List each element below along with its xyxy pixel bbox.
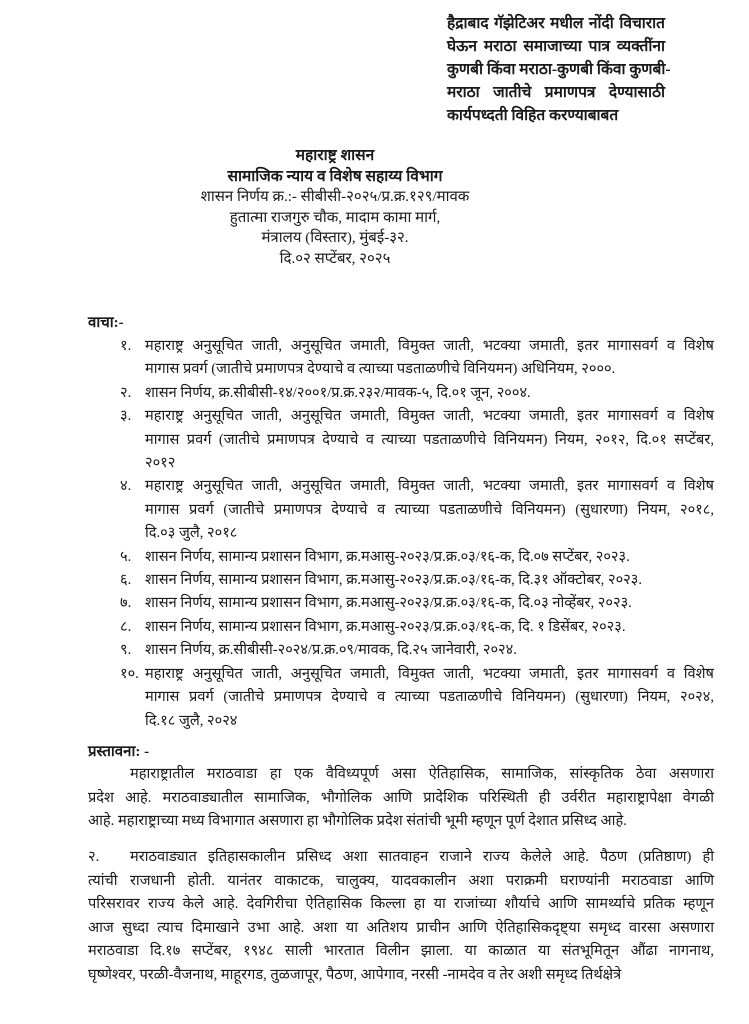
text-line: शासन निर्णय, सामान्य प्रशासन विभाग, क्र.मआसु-२०२३/प्र.क्र.०३/१६-क, दि.३१ ऑक्टोबर, २०२३. <box>145 572 642 589</box>
text-line: दि.०३ जुलै, २०१८ <box>145 525 238 542</box>
text-line: घेऊन मराठा समाजाच्या पात्र व्यक्तींना <box>447 38 665 55</box>
text-line: घृष्णेश्वर, परळी-वैजनाथ, माहूरगड, तुळजापूर, पैठण, आपेगाव, नरसी -नामदेव व तेर अशी समृध्द तिर्थक्षेत्रे <box>88 966 622 983</box>
address-line-2: मंत्रालय (विस्तार), मुंबई-३२. <box>261 230 409 246</box>
department-name: सामाजिक न्याय व विशेष सहाय्य विभाग <box>227 167 443 185</box>
reference-item <box>120 405 714 475</box>
document-date: दि.०२ सप्टेंबर, २०२५ <box>279 250 391 267</box>
reference-number: ६. <box>120 572 132 589</box>
preamble-heading: प्रस्तावना: - <box>88 744 150 760</box>
text-line: महाराष्ट्र अनुसूचित जाती, अनुसूचित जमाती, विमुक्त जाती, भटक्या जमाती, इतर मागासवर्ग व विशेष <box>145 408 714 425</box>
text-line: शासन निर्णय, क्र.सीबीसी-१४/२००१/प्र.क्र.२३२/मावक-५, दि.०१ जून, २००४. <box>145 384 531 401</box>
reference-number: ५. <box>120 548 132 565</box>
reference-number: ४. <box>120 478 132 495</box>
text-line: मागास प्रवर्ग (जातीचे प्रमाणपत्र देण्याचे व त्याच्या पडताळणीचे विनियमन) (सुधारणा) नियम, २०२४, <box>145 689 714 706</box>
text-line: परिसरावर राज्य केले आहे. देवगिरीचा ऐतिहासिक किल्ला हा या राजांच्या शौर्याचे आणि सामर्थ्याचे प्रतिक म्हणून <box>88 896 714 912</box>
reference-item <box>120 569 714 592</box>
text-line: मागास प्रवर्ग (जातीचे प्रमाणपत्र देण्याचे व त्याच्या पडताळणीचे विनियमन) अधिनियम, २०००. <box>145 361 616 378</box>
address-line-1: हुतात्मा राजगुरु चौक, मादाम कामा मार्ग, <box>229 209 441 226</box>
text-line: दि.१८ जुलै, २०२४ <box>145 712 238 729</box>
reference-list <box>120 335 714 733</box>
document-header <box>180 146 490 269</box>
text-line: कार्यपध्दती विहित करण्याबाबत <box>447 107 619 124</box>
reference-item <box>120 592 714 615</box>
preamble-paragraph-1 <box>88 763 714 834</box>
text-line: महाराष्ट्र अनुसूचित जाती, अनुसूचित जमाती, विमुक्त जाती, भटक्या जमाती, इतर मागासवर्ग व विशेष <box>145 665 714 682</box>
reference-number: २. <box>120 384 132 401</box>
reference-number: ८. <box>120 618 132 635</box>
paragraph-number: २. <box>88 849 100 865</box>
text-line: प्रदेश आहे. मराठवाड्यातील सामाजिक, भौगोलिक आणि प्रादेशिक परिस्थिती ही उर्वरीत महाराष्ट्रापेक्षा वेगळी <box>88 789 714 806</box>
reference-number: १. <box>120 338 132 354</box>
reference-number: ९. <box>120 642 132 659</box>
reference-item <box>120 475 714 545</box>
text-line: कुणबी किंवा मराठा-कुणबी किंवा कुणबी- <box>447 61 671 78</box>
reference-item <box>120 382 714 405</box>
reference-item <box>120 639 714 662</box>
reading-heading: वाचा:- <box>88 315 124 331</box>
text-line: मराठवाडा दि.१७ सप्टेंबर, १९४८ साली भारतात विलीन झाला. या काळात या संतभूमितून औंढा नागनाथ, <box>88 943 714 959</box>
text-line: आहे. महाराष्ट्राच्या मध्य विभागात असणारा हा भौगोलिक प्रदेश संतांची भूमी म्हणून पूर्ण देशात प्रसिध्द आहे. <box>88 813 627 829</box>
reference-item <box>120 335 714 382</box>
text-line: मागास प्रवर्ग (जातीचे प्रमाणपत्र देण्याचे व त्याच्या पडताळणीचे विनियमन) नियम, २०१२, दि.०१ सप्टेंबर, <box>145 431 714 448</box>
text-line: मागास प्रवर्ग (जातीचे प्रमाणपत्र देण्याचे व त्याच्या पडताळणीचे विनियमन) (सुधारणा) नियम, २०१८, <box>145 501 714 518</box>
text-line: आज सुध्दा त्याच दिमाखाने उभा आहे. अशा या अतिशय प्राचीन आणि ऐतिहासिकदृष्ट्या समृध्द वारसा असणारा <box>88 919 714 936</box>
text-line: मराठा जातीचे प्रमाणपत्र देण्यासाठी <box>447 84 665 101</box>
text-line: शासन निर्णय, क्र.सीबीसी-२०२४/प्र.क्र.०९/मावक, दि.२५ जानेवारी, २०२४. <box>145 642 517 659</box>
text-line: शासन निर्णय, सामान्य प्रशासन विभाग, क्र.मआसु-२०२३/प्र.क्र.०३/१६-क, दि.०७ सप्टेंबर, २०२३. <box>145 548 630 565</box>
gr-number: शासन निर्णय क्र.:- सीबीसी-२०२५/प्र.क्र.१२९/मावक <box>200 189 470 205</box>
text-line: शासन निर्णय, सामान्य प्रशासन विभाग, क्र.मआसु-२०२३/प्र.क्र.०३/१६-क, दि. १ डिसेंबर, २०२३. <box>145 618 626 635</box>
reference-item <box>120 663 714 733</box>
text-line: २०१२ <box>145 455 176 472</box>
text-line: महाराष्ट्र अनुसूचित जाती, अनुसूचित जमाती, विमुक्त जाती, भटक्या जमाती, इतर मागासवर्ग व विशेष <box>145 338 714 354</box>
reference-number: ७. <box>120 595 132 612</box>
text-line: शासन निर्णय, सामान्य प्रशासन विभाग, क्र.मआसु-२०२३/प्र.क्र.०३/१६-क, दि.०३ नोव्हेंबर, २०२३. <box>145 595 632 612</box>
reference-number: ३. <box>120 408 132 425</box>
reference-item <box>120 616 714 639</box>
text-line: मराठवाड्यात इतिहासकालीन प्रसिध्द अशा सातवाहन राजाने राज्य केलेले आहे. पैठण (प्रतिष्ठाण) ही <box>130 849 714 865</box>
reference-item <box>120 546 714 569</box>
text-line: महाराष्ट्रातील मराठवाडा हा एक वैविध्यपूर्ण असा ऐतिहासिक, सामाजिक, सांस्कृतिक ठेवा असणारा <box>130 766 714 782</box>
reference-number: १०. <box>120 665 139 682</box>
text-line: त्यांची राजधानी होती. यानंतर वाकाटक, चालुक्य, यादवकालीन अशा पराक्रमी घराण्यांनी मराठवाडा आणि <box>88 872 714 889</box>
text-line: महाराष्ट्र अनुसूचित जाती, अनुसूचित जमाती, विमुक्त जाती, भटक्या जमाती, इतर मागासवर्ग व विशेष <box>145 478 714 495</box>
text-line: हैद्राबाद गॅझेटिअर मधील नोंदी विचारात <box>447 15 665 32</box>
government-name: महाराष्ट्र शासन <box>295 147 375 164</box>
preamble-paragraph-2 <box>88 846 714 987</box>
subject-title <box>447 12 671 127</box>
